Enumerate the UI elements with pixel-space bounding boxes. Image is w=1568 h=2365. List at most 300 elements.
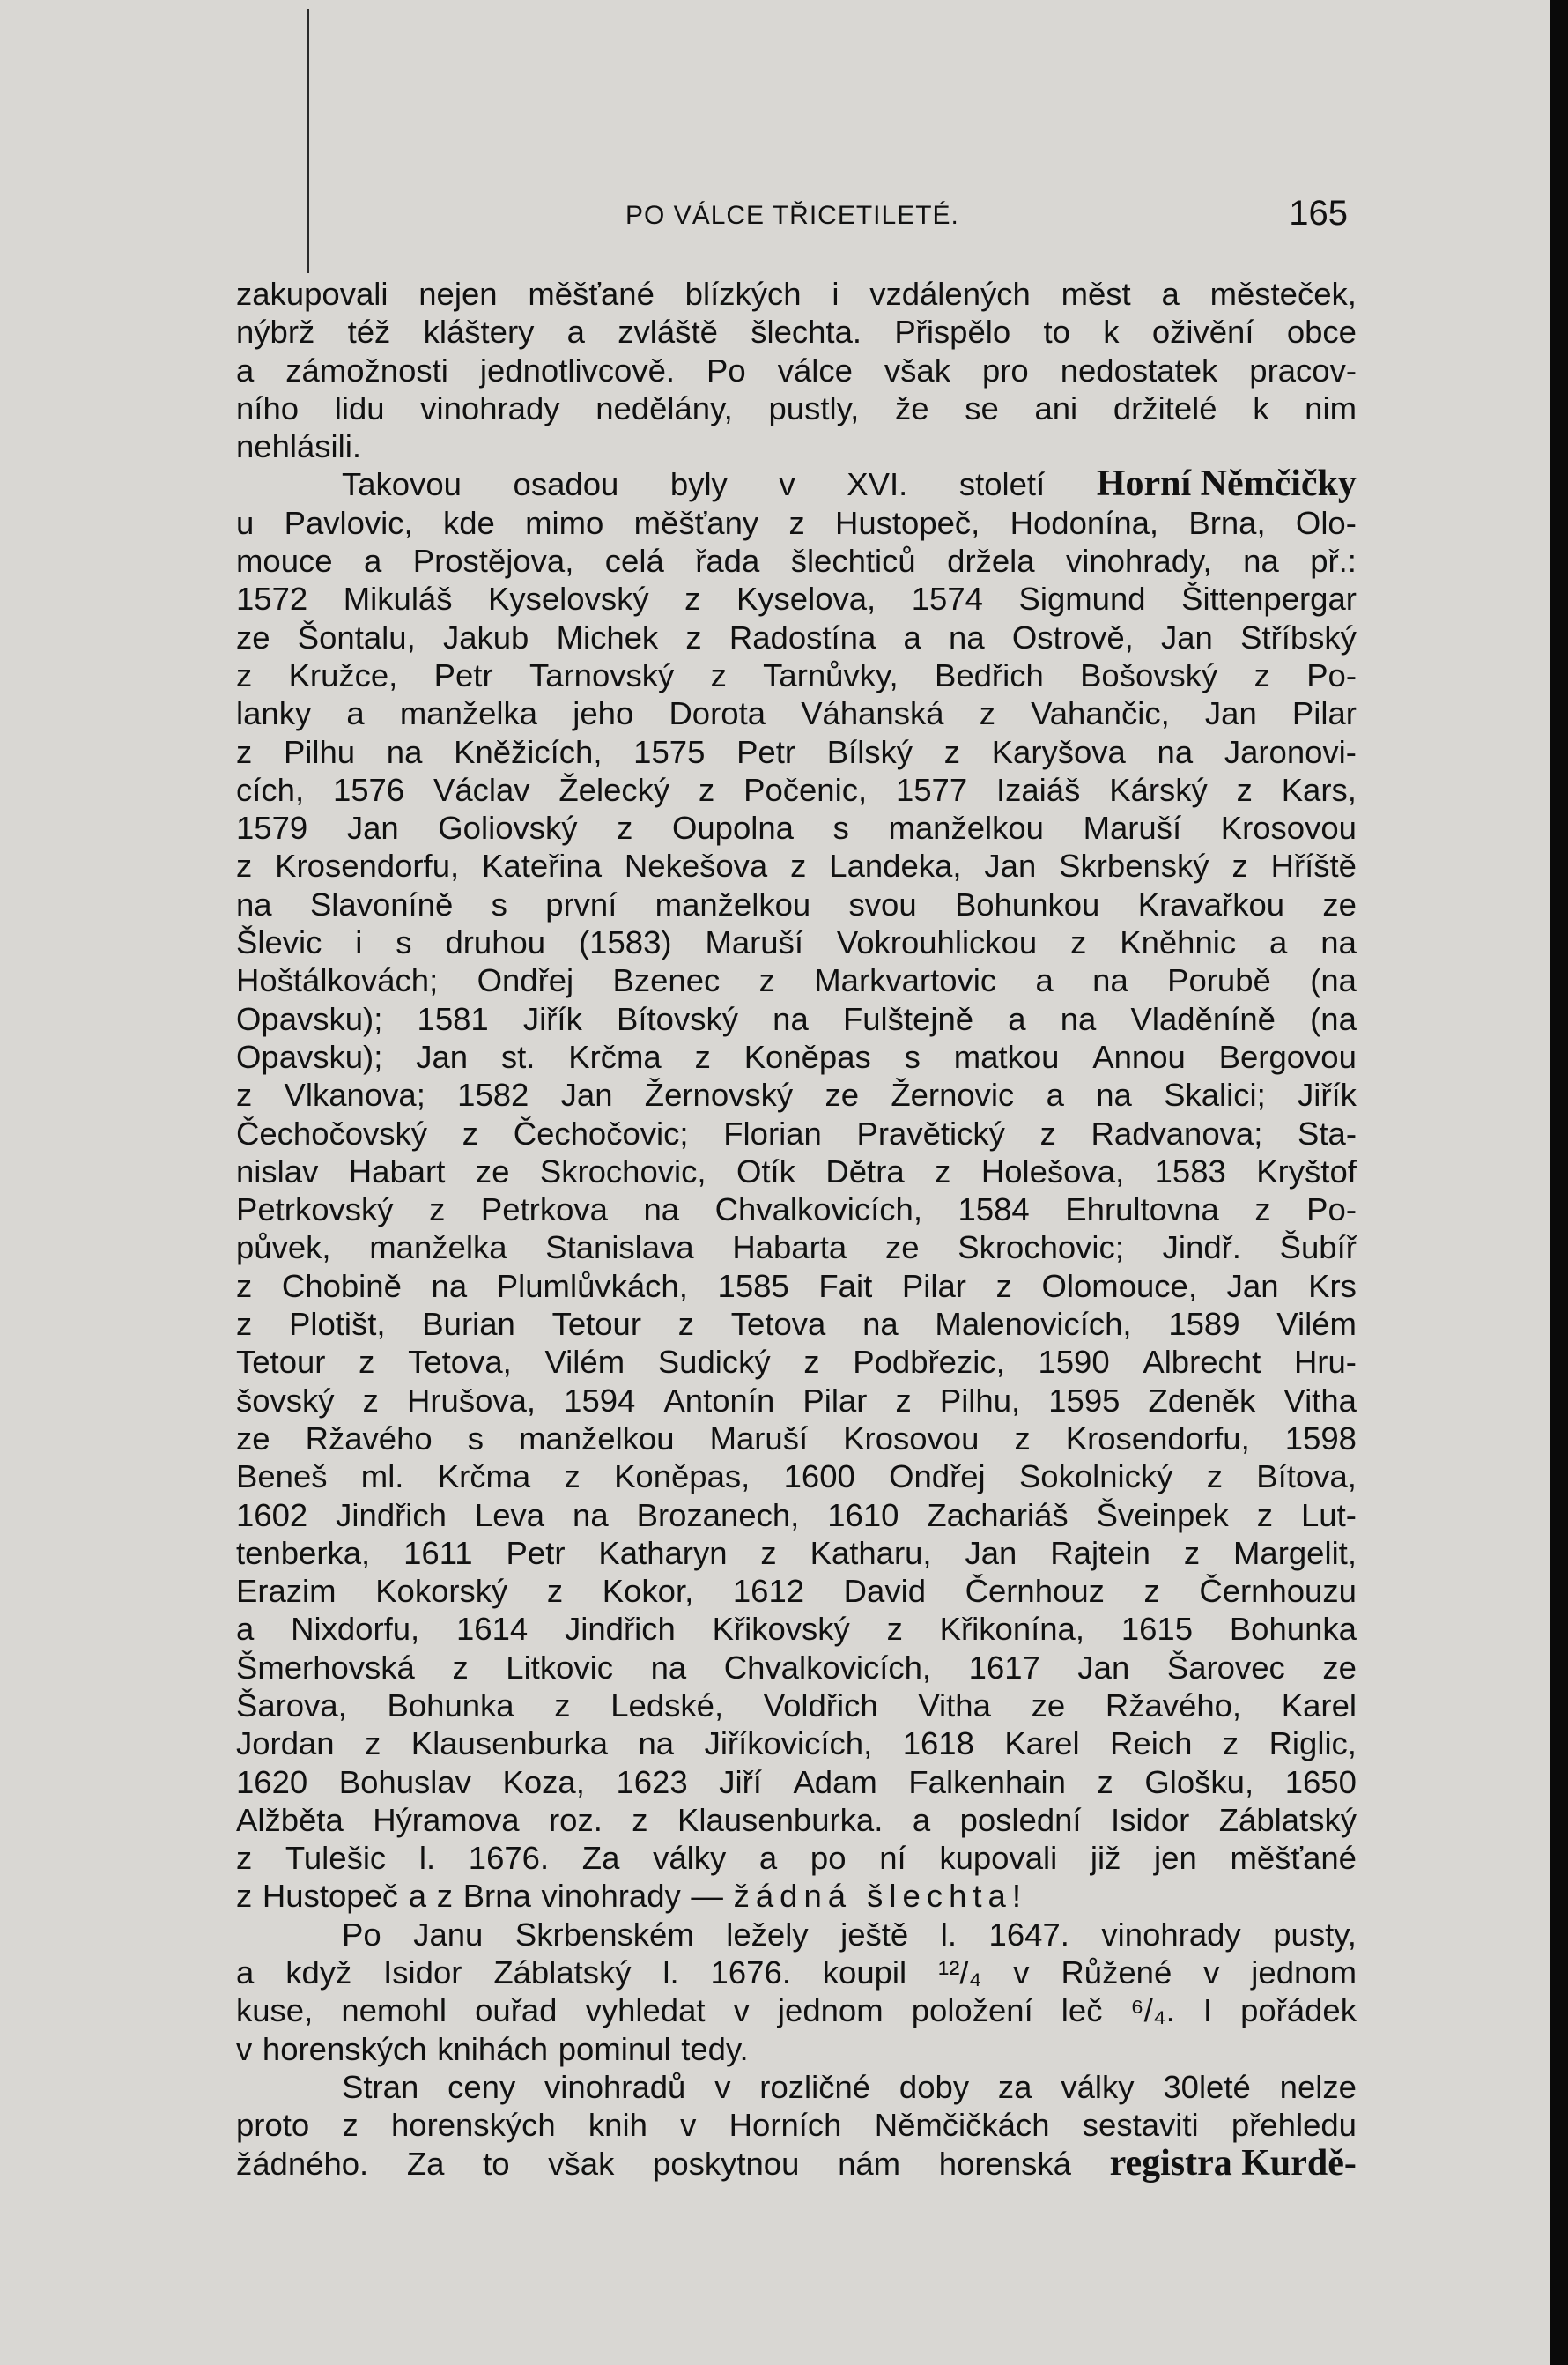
- word: Bílský: [826, 733, 913, 770]
- word: Žernovic: [891, 1077, 1015, 1114]
- word: z: [979, 695, 995, 732]
- word: Petr: [433, 656, 493, 693]
- word: Isidor: [383, 1954, 462, 1991]
- text-line: [236, 1839, 1357, 1877]
- word: nim: [1305, 389, 1357, 426]
- text-line: [236, 1801, 1357, 1839]
- text-line: [236, 886, 1357, 923]
- word: vinohrady: [1101, 1916, 1241, 1953]
- word: Hýramova: [373, 1801, 520, 1838]
- word: knih: [588, 2107, 647, 2144]
- word: Pilhu,: [939, 1382, 1021, 1419]
- text-line: [236, 504, 1357, 542]
- word: kde: [442, 504, 495, 541]
- word: k: [1253, 389, 1269, 426]
- word: Ostrově,: [1011, 619, 1134, 656]
- word: žádného.: [236, 2145, 369, 2182]
- word: 1617: [968, 1649, 1040, 1686]
- word: nehlásili.: [236, 428, 362, 465]
- word: z: [1014, 1420, 1031, 1457]
- text-line: [236, 1877, 1357, 1915]
- word: v: [1203, 1954, 1220, 1991]
- word: oživění: [1151, 314, 1254, 351]
- text-line: [236, 1687, 1357, 1724]
- word: Ehrultovna: [1065, 1191, 1219, 1228]
- word: Karel: [1281, 1687, 1357, 1724]
- word: Habart: [348, 1153, 446, 1190]
- word: v: [779, 466, 795, 503]
- word: Dětra: [825, 1153, 905, 1190]
- word: Karel: [1004, 1725, 1080, 1762]
- word: a: [1046, 1077, 1064, 1114]
- word: Tetova: [730, 1306, 826, 1343]
- word: žádná šlechta!: [733, 1878, 1021, 1915]
- word: jednom: [1251, 1954, 1357, 1991]
- word: Po-: [1306, 1191, 1357, 1228]
- word: roz.: [548, 1801, 603, 1838]
- word: Jindř.: [1162, 1229, 1241, 1266]
- word: Fait: [818, 1267, 873, 1304]
- word: ¹²/₄: [938, 1954, 982, 1991]
- word: manželka: [399, 695, 538, 732]
- word: na: [1092, 962, 1128, 999]
- word: Křikovský: [712, 1611, 850, 1648]
- word: zámožnosti: [285, 352, 448, 389]
- word: [1097, 465, 1357, 503]
- word: Hru-: [1293, 1344, 1357, 1381]
- word: z: [788, 504, 805, 541]
- word: z: [790, 848, 807, 885]
- word: nejen: [418, 276, 498, 312]
- word: matkou: [953, 1038, 1060, 1075]
- word: s: [467, 1420, 484, 1457]
- text-line: [236, 1190, 1357, 1228]
- word: 1610: [827, 1496, 899, 1533]
- word: na: [1320, 924, 1357, 961]
- word: vinohrady: [420, 389, 560, 426]
- text-line: [236, 771, 1357, 809]
- word: z: [935, 1153, 951, 1190]
- word: ještě: [840, 1916, 909, 1953]
- word: Hoštálkovách;: [236, 962, 439, 999]
- word: vinohrady: [541, 1878, 681, 1915]
- word: 1620: [236, 1763, 308, 1800]
- spaced-emphasis: žádná šlechta: [733, 1878, 1012, 1915]
- text-line: [236, 1267, 1357, 1305]
- word: l.: [418, 1840, 436, 1877]
- word: z: [429, 1191, 446, 1228]
- text-line: [236, 1496, 1357, 1534]
- word: Váhanská: [801, 695, 944, 732]
- word: Vilém: [544, 1344, 625, 1381]
- word: Ržavého,: [1105, 1687, 1242, 1724]
- page-number: 165: [1289, 194, 1348, 233]
- word: Ondřej: [477, 962, 574, 999]
- word: na: [949, 619, 985, 656]
- word: v: [1013, 1954, 1030, 1991]
- text-line: [236, 733, 1357, 771]
- word: Maruší: [705, 924, 803, 961]
- word: nislav: [236, 1153, 319, 1190]
- word: z: [803, 1344, 820, 1381]
- word: Jan: [560, 1077, 613, 1114]
- word: Kárský: [1109, 771, 1208, 808]
- word: Bzenec: [612, 962, 721, 999]
- word: Ondřej: [889, 1458, 986, 1495]
- word: a: [236, 1611, 255, 1648]
- word: z: [1206, 1458, 1223, 1495]
- word: Sokolnický: [1018, 1458, 1173, 1495]
- word: Falkenhain: [908, 1763, 1066, 1800]
- word: z: [462, 1115, 479, 1152]
- word: Goliovský: [438, 810, 578, 847]
- word: Kněhnic: [1120, 924, 1237, 961]
- word: vinohrady,: [1066, 543, 1212, 580]
- word: ⁶/₄.: [1130, 1992, 1175, 2029]
- word: 1583: [1154, 1153, 1226, 1190]
- word: a: [364, 543, 382, 580]
- word: Hustopeč: [262, 1878, 399, 1915]
- word: šovský: [236, 1382, 335, 1419]
- word: s: [904, 1038, 921, 1075]
- word: šlechta.: [751, 314, 862, 351]
- word: z: [1183, 1534, 1201, 1571]
- word: to: [1043, 314, 1070, 351]
- text-line: [236, 1228, 1357, 1266]
- word: Petr: [736, 733, 796, 770]
- word: 1618: [902, 1725, 974, 1762]
- word: svou: [848, 886, 917, 923]
- word: z: [694, 1038, 711, 1075]
- word: zakupovali: [236, 276, 388, 312]
- word: pracov-: [1249, 352, 1357, 389]
- text-line: [236, 1115, 1357, 1153]
- word: a: [758, 1840, 778, 1877]
- word: však: [884, 352, 950, 389]
- word: ouřad: [475, 1992, 558, 2029]
- word: z: [452, 1649, 469, 1686]
- word: sestaviti: [1082, 2107, 1199, 2144]
- word: pominul: [558, 2030, 671, 2067]
- word: ního: [236, 389, 300, 426]
- word: z: [236, 1077, 253, 1114]
- word: k: [1103, 314, 1120, 351]
- word: ze: [236, 1420, 270, 1457]
- word: Bítova,: [1256, 1458, 1357, 1495]
- word: Erazim: [236, 1573, 337, 1610]
- word: na: [236, 886, 272, 923]
- word: Kružce,: [288, 656, 398, 693]
- word: Pavlovic,: [284, 504, 413, 541]
- word: z: [236, 1840, 253, 1877]
- word: z: [236, 1878, 253, 1915]
- word: šlechticů: [790, 543, 916, 580]
- word: Jan: [1204, 695, 1257, 732]
- word: měšťany: [633, 504, 759, 541]
- word: na: [1243, 543, 1279, 580]
- word: Koza,: [502, 1763, 585, 1800]
- word: Sudický: [657, 1344, 771, 1381]
- word: Chvalkovicích,: [723, 1649, 932, 1686]
- word: Katharyn: [598, 1534, 728, 1571]
- word: 1574: [911, 581, 983, 618]
- word: Pilhu: [283, 733, 356, 770]
- word: Kars,: [1281, 771, 1357, 808]
- word: položení: [911, 1992, 1033, 2029]
- word: Brna: [462, 1878, 531, 1915]
- word: Antonín: [663, 1382, 775, 1419]
- word: Bohuslav: [338, 1763, 471, 1800]
- text-line: [236, 2142, 1357, 2183]
- word: ležely: [726, 1916, 809, 1953]
- word: Tetova,: [408, 1344, 512, 1381]
- word: Maruší: [709, 1420, 809, 1457]
- text-line: [236, 1763, 1357, 1801]
- word: Jiřík: [1298, 1077, 1357, 1114]
- word: jen: [1154, 1840, 1197, 1877]
- word: Za: [581, 1840, 620, 1877]
- word: a: [236, 352, 255, 389]
- word: Zachariáš: [927, 1496, 1069, 1533]
- word: z: [342, 2107, 359, 2144]
- word: Holešova,: [980, 1153, 1125, 1190]
- word: Skrochovic,: [539, 1153, 706, 1190]
- word: Jan: [965, 1534, 1017, 1571]
- word: Přispělo: [894, 314, 1011, 351]
- word: 1676.: [468, 1840, 550, 1877]
- word: Burian: [422, 1306, 515, 1343]
- word: Vlkanova;: [284, 1077, 425, 1114]
- word: Hrušova,: [407, 1382, 536, 1419]
- word: doby: [899, 2068, 970, 2105]
- word: ani: [1034, 389, 1078, 426]
- word: Stanislava: [545, 1229, 694, 1266]
- word: Krčma: [568, 1038, 662, 1075]
- word: XVI.: [847, 466, 908, 503]
- word: s: [832, 810, 849, 847]
- word: manželkou: [519, 1420, 675, 1457]
- word: Brna,: [1188, 504, 1266, 541]
- word: nelze: [1279, 2068, 1357, 2105]
- word: nedělány,: [595, 389, 733, 426]
- word: i: [355, 924, 363, 961]
- word: 1615: [1121, 1611, 1194, 1648]
- word: Záblatský: [493, 1954, 632, 1991]
- word: Jiříkovicích,: [704, 1725, 873, 1762]
- word: Kyselova,: [736, 581, 876, 618]
- word: Po: [706, 352, 746, 389]
- word: Němčičkách: [874, 2107, 1050, 2144]
- word: Hříště: [1270, 848, 1357, 885]
- word: z: [685, 619, 702, 656]
- word: Ledské,: [610, 1687, 724, 1724]
- word: vinohradů: [544, 2068, 686, 2105]
- word: z: [1222, 1725, 1239, 1762]
- word: Bergovou: [1218, 1038, 1357, 1075]
- word: Jan: [346, 810, 399, 847]
- word: Horních: [729, 2107, 842, 2144]
- word: Šubíř: [1279, 1229, 1357, 1266]
- word: z: [546, 1573, 564, 1610]
- word: Jan: [416, 1038, 469, 1075]
- word: manželka: [369, 1229, 507, 1266]
- word: —: [691, 1878, 723, 1915]
- word: tenberka,: [236, 1534, 371, 1571]
- word: a: [1008, 1000, 1026, 1037]
- word: Jakub: [442, 619, 529, 656]
- word: Krosovou: [1220, 810, 1357, 847]
- word: Prostějova,: [412, 543, 574, 580]
- running-head: PO VÁLCE TŘICETILETÉ.: [625, 201, 959, 230]
- word: obce: [1286, 314, 1357, 351]
- text-line: [236, 1572, 1357, 1610]
- word: z: [1143, 1573, 1160, 1610]
- word: kupovali: [939, 1840, 1058, 1877]
- word: Skalici;: [1164, 1077, 1266, 1114]
- text-line: [236, 1076, 1357, 1114]
- word: př.:: [1310, 543, 1357, 580]
- text-line: [236, 1457, 1357, 1495]
- word: Markvartovic: [814, 962, 997, 999]
- word: druhou: [445, 924, 546, 961]
- word: Petrkovský: [236, 1191, 394, 1228]
- word: Krs: [1308, 1267, 1357, 1304]
- word: Janu: [413, 1916, 484, 1953]
- word: Jindřich: [336, 1496, 447, 1533]
- word: Olo-: [1295, 504, 1357, 541]
- word: Nixdorfu,: [291, 1611, 420, 1648]
- word: ze: [884, 1229, 920, 1266]
- word: Pilar: [802, 1382, 868, 1419]
- word: jednotlivcově.: [479, 352, 676, 389]
- word: Koněpas,: [614, 1458, 751, 1495]
- word: Vilém: [1276, 1306, 1357, 1343]
- word: Hustopeč,: [834, 504, 980, 541]
- word: ceny: [447, 2068, 516, 2105]
- word: z: [943, 733, 960, 770]
- text-line: [236, 1610, 1357, 1648]
- word: koupil: [822, 1954, 907, 1991]
- word: Petrkova: [480, 1191, 608, 1228]
- text-line: [236, 923, 1357, 961]
- text-line: [236, 1153, 1357, 1190]
- word: i: [832, 276, 839, 312]
- word: Takovou: [342, 466, 462, 503]
- word: pořádek: [1240, 1992, 1357, 2029]
- word: z: [617, 810, 633, 847]
- word: z: [1254, 1191, 1271, 1228]
- word: z: [554, 1687, 571, 1724]
- emphasized-name: Horní Němčičky: [1096, 463, 1357, 505]
- word: Žernovský: [644, 1077, 794, 1114]
- text-line: [236, 656, 1357, 694]
- word: poslední: [959, 1801, 1082, 1838]
- word: Bošovský: [1080, 656, 1218, 693]
- word: z: [760, 1534, 777, 1571]
- word: Bítovský: [617, 1000, 738, 1037]
- word: měšťané: [1230, 1840, 1357, 1877]
- word: z: [1254, 656, 1270, 693]
- text-line: [236, 1382, 1357, 1420]
- word: městeček,: [1209, 276, 1357, 312]
- word: když: [285, 1954, 352, 1991]
- word: zvláště: [618, 314, 718, 351]
- word: Lut-: [1300, 1496, 1357, 1533]
- word: 1577: [895, 771, 968, 808]
- text-line: [236, 847, 1357, 885]
- word: 1600: [783, 1458, 855, 1495]
- word: Oupolna: [671, 810, 794, 847]
- word: Beneš: [236, 1458, 328, 1495]
- word: Bohunka: [1229, 1611, 1357, 1648]
- word: lidu: [334, 389, 385, 426]
- word: 1676.: [710, 1954, 791, 1991]
- word: Počenic,: [743, 771, 868, 808]
- word: Radostína: [729, 619, 876, 656]
- word: z: [632, 1801, 648, 1838]
- word: Bohunkou: [954, 886, 1100, 923]
- word: z: [362, 1382, 379, 1419]
- word: století: [958, 466, 1046, 503]
- word: osadou: [513, 466, 619, 503]
- word: Jiří: [719, 1763, 762, 1800]
- word: s: [491, 886, 507, 923]
- word: celá: [604, 543, 664, 580]
- word: Záblatský: [1218, 1801, 1357, 1838]
- word: pustly,: [768, 389, 860, 426]
- text-line: [236, 465, 1357, 503]
- word: ml.: [360, 1458, 404, 1495]
- word: Petr: [506, 1534, 566, 1571]
- word: Za: [406, 2145, 445, 2182]
- word: rozličné: [759, 2068, 871, 2105]
- word: Brozanech,: [636, 1496, 800, 1533]
- text-line: [236, 694, 1357, 732]
- word: z: [436, 1878, 454, 1915]
- word: z: [564, 1458, 581, 1495]
- word: z: [1097, 1763, 1113, 1800]
- word: 1590: [1038, 1344, 1110, 1381]
- word: Koněpas: [743, 1038, 871, 1075]
- scan-edge: [1550, 0, 1568, 2365]
- word: Krosovou: [843, 1420, 980, 1457]
- word: Čechočovský: [236, 1115, 428, 1152]
- word: na: [573, 1496, 609, 1533]
- word: Šontalu,: [297, 619, 416, 656]
- word: a: [236, 1954, 255, 1991]
- text-line: [236, 389, 1357, 427]
- word: Nekešova: [624, 848, 768, 885]
- word: Černhouz: [965, 1573, 1105, 1610]
- word: Tetour: [236, 1344, 326, 1381]
- word: Riglic,: [1268, 1725, 1357, 1762]
- word: ze: [825, 1077, 860, 1114]
- text-line: [236, 275, 1357, 313]
- word: jednom: [777, 1992, 884, 2029]
- word: v: [236, 2030, 253, 2067]
- word: války: [653, 1840, 727, 1877]
- word: Skrbenský: [1059, 848, 1209, 885]
- word: Pilar: [1291, 695, 1357, 732]
- word: Sigmund: [1018, 581, 1146, 618]
- word: z: [710, 656, 727, 693]
- word: Jan: [1077, 1649, 1130, 1686]
- word: 1581: [417, 1000, 489, 1037]
- word: pro: [981, 352, 1029, 389]
- word: v: [714, 2068, 731, 2105]
- word: 1602: [236, 1496, 308, 1533]
- word: Stran: [342, 2068, 419, 2105]
